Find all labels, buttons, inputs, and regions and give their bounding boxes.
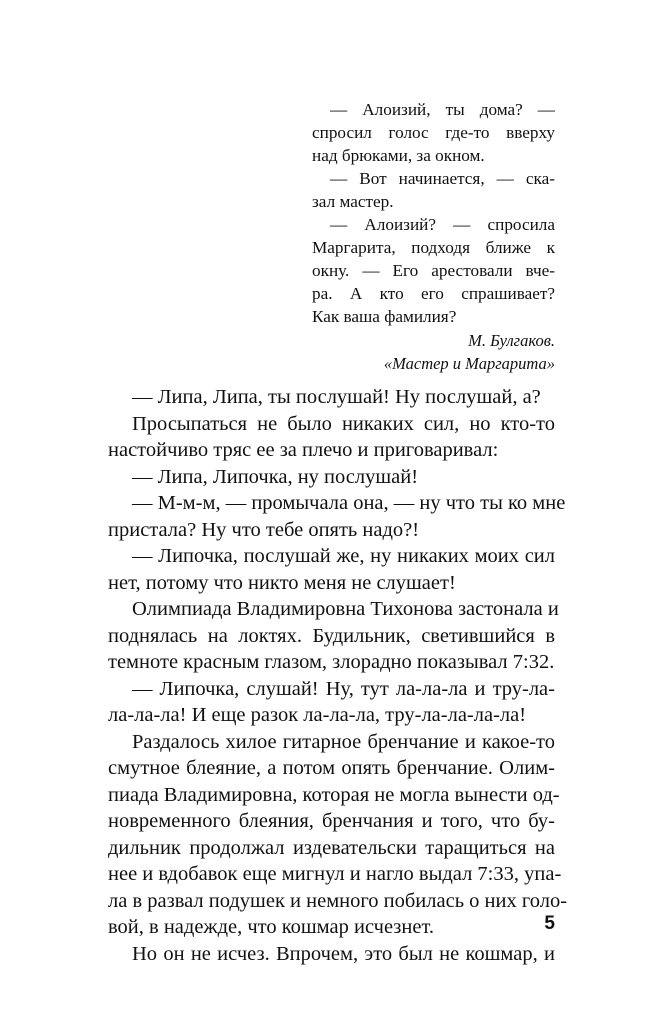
page-number: 5: [544, 913, 555, 934]
text-line: — Липа, Липочка, ну послушай!: [132, 465, 419, 488]
text-line: — Липа, Липа, ты послушай! Ну послушай, а?: [132, 386, 541, 408]
epigraph-line: — Алоизий, ты дома? —: [330, 100, 555, 119]
text-line: ла в развал подушек и немного побилась о них голо-: [108, 889, 568, 912]
text-line: — Липочка, слушай! Ну, тут ла-ла-ла и тру-ла-: [132, 677, 555, 700]
epigraph-line: зал мастер.: [312, 192, 394, 211]
text-line: дильник продолжал издевательски таращиться на: [108, 836, 555, 859]
epigraph-line: над брюками, за окном.: [312, 146, 485, 165]
text-line: темноте красным глазом, злорадно показывал 7:32.: [108, 651, 555, 673]
epigraph-line: ра. А кто его спрашивает?: [312, 284, 555, 303]
text-line: пристала? Ну что тебе опять надо?!: [108, 518, 420, 541]
text-line: вой, в надежде, что кошмар исчезнет.: [108, 916, 435, 938]
text-line: пиада Владимировна, которая не могла вынести од-: [108, 783, 560, 806]
epigraph-line: Как ваша фамилия?: [312, 307, 457, 326]
text-line: ла-ла-ла! И еще разок ла-ла-ла, тру-ла-ла-ла-ла!: [108, 704, 527, 726]
epigraph-line: спросил голос где-то вверху: [312, 123, 555, 142]
text-line: Раздалось хилое гитарное бренчание и какое-то: [132, 730, 555, 753]
text-line: новременного блеяния, бренчания и того, что бу-: [108, 810, 555, 832]
epigraph-line: — Алоизий? — спросила: [330, 215, 555, 234]
text-line: нет, потому что никто меня не слушает!: [108, 571, 456, 594]
text-line: Олимпиада Владимировна Тихонова застонала и: [132, 598, 559, 620]
text-line: Но он не исчез. Впрочем, это был не кошмар, и: [132, 942, 555, 965]
text-line: настойчиво тряс ее за плечо и приговаривал:: [108, 439, 499, 461]
text-line: Просыпаться не было никаких сил, но кто-то: [132, 412, 555, 435]
epigraph-line: Маргарита, подходя ближе к: [312, 238, 555, 257]
text-line: — Липочка, послушай же, ну никаких моих сил: [132, 545, 555, 567]
main-text: [108, 384, 568, 967]
epigraph-line: окну. — Его арестовали вче-: [312, 261, 555, 280]
text-line: — М-м-м, — промычала она, — ну что ты ко мне: [132, 492, 566, 514]
epigraph-author: М. Булгаков.: [468, 331, 555, 350]
text-line: поднялась на локтях. Будильник, светившийся в: [108, 624, 555, 647]
epigraph-source: «Мастер и Маргарита»: [383, 354, 555, 373]
text-line: нее и вдобавок еще мигнул и нагло выдал 7:33, упа-: [108, 863, 562, 885]
text-line: смутное блеяние, а потом опять бренчание. Олим-: [108, 757, 555, 779]
epigraph-line: — Вот начинается, — ска-: [330, 169, 555, 188]
epigraph: [312, 98, 555, 375]
